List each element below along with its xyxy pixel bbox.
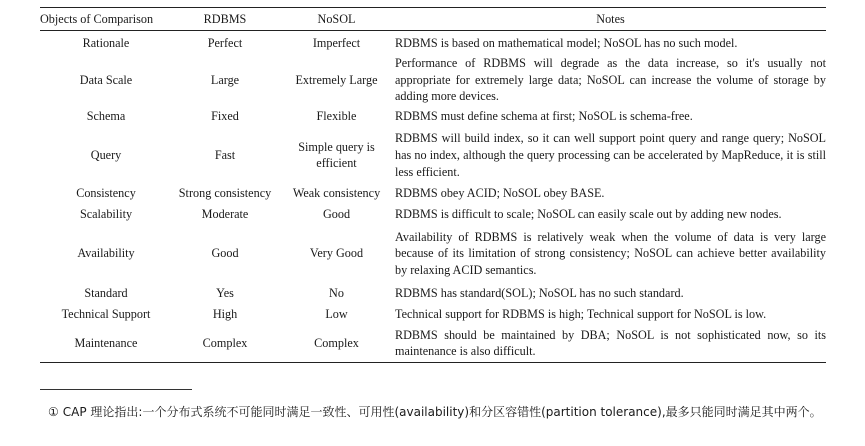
row-nosql-cell: Flexible: [316, 108, 357, 123]
table-row: [40, 128, 826, 183]
row-object-cell: Technical Support: [61, 306, 151, 321]
row-object-cell: Maintenance: [40, 325, 172, 363]
row-object-cell: Data Scale: [79, 72, 133, 87]
table-row: [40, 304, 826, 325]
row-object-cell: Scalability: [79, 206, 133, 221]
row-notes-cell: RDBMS should be maintained by DBA; NoSOL is not sophisticated now, so its maintenance is also difficult.: [395, 325, 826, 363]
row-nosql-cell: Weak consistency: [292, 185, 381, 200]
row-notes-cell: RDBMS is based on mathematical model; NoSOL has no such model.: [395, 35, 738, 50]
table-row: [40, 204, 826, 225]
row-nosql-cell: Good: [322, 206, 351, 221]
table-row: [40, 105, 826, 128]
row-notes-cell: RDBMS is difficult to scale; NoSOL can easily scale out by adding new nodes.: [395, 206, 782, 221]
header-objects: Objects of Comparison: [40, 8, 172, 31]
row-object-cell: Standard: [84, 285, 128, 300]
header-notes: Notes: [395, 8, 826, 31]
footnote-text: CAP 理论指出:一个分布式系统不可能同时满足一致性、可用性(availability)和分区容错性(partition tolerance),最多只能同时满足其中两个。: [62, 405, 822, 419]
row-rdbms-cell: Yes: [216, 285, 234, 300]
footnote-divider: [40, 389, 192, 390]
table-row: [40, 283, 826, 304]
row-notes-cell: Performance of RDBMS will degrade as the data increase, so it's usually not appropriate for extremely large data; NoSOL can increase the volume of storage by adding more devices.: [395, 56, 826, 104]
row-nosql-cell: Complex: [278, 325, 395, 363]
row-nosql-cell: Extremely Large: [295, 72, 378, 87]
table-row: [40, 183, 826, 204]
row-nosql-cell: Simple query is efficient: [298, 139, 375, 171]
table-row: [40, 225, 826, 283]
row-nosql-cell: Very Good: [309, 246, 364, 261]
row-notes-cell: RDBMS must define schema at first; NoSOL is schema-free.: [395, 108, 693, 123]
row-notes-cell: RDBMS has standard(SOL); NoSOL has no such standard.: [395, 285, 684, 300]
row-notes-cell: RDBMS will build index, so it can well support point query and range query; NoSOL has no index, although the query processing can be accelerated by MapReduce, it is still less efficient.: [395, 131, 826, 179]
row-rdbms-cell: Perfect: [207, 35, 243, 50]
header-rdbms: RDBMS: [172, 8, 278, 31]
footnote: [48, 403, 834, 422]
row-object-cell: Query: [90, 147, 122, 162]
row-nosql-cell: Low: [325, 306, 348, 321]
row-rdbms-cell: Moderate: [201, 206, 249, 221]
row-object-cell: Availability: [77, 246, 135, 261]
header-nosql: NoSOL: [278, 8, 395, 31]
row-rdbms-cell: High: [212, 306, 238, 321]
table-body: [40, 31, 826, 363]
row-object-cell: Consistency: [76, 185, 136, 200]
row-nosql-cell: No: [329, 285, 344, 300]
row-rdbms-cell: Large: [210, 72, 240, 87]
row-rdbms-cell: Good: [211, 246, 239, 261]
table-header-row: [40, 8, 826, 31]
table-row: [40, 325, 826, 363]
row-rdbms-cell: Complex: [172, 325, 278, 363]
row-object-cell: Schema: [86, 108, 126, 123]
row-notes-cell: Technical support for RDBMS is high; Technical support for NoSOL is low.: [395, 306, 767, 321]
row-rdbms-cell: Fast: [214, 147, 236, 162]
table-row: [40, 55, 826, 105]
row-notes-cell: Availability of RDBMS is relatively weak when the volume of data is very large because of its limitation of strong consistency; NoSOL can achieve better availability by relaxing ACID semantics.: [395, 229, 826, 278]
comparison-table: [40, 7, 826, 363]
row-rdbms-cell: Strong consistency: [178, 185, 272, 200]
row-notes-cell: RDBMS obey ACID; NoSOL obey BASE.: [395, 185, 605, 200]
row-rdbms-cell: Fixed: [211, 108, 239, 123]
footnote-marker: ①: [48, 405, 59, 419]
row-object-cell: Rationale: [82, 35, 130, 50]
table-row: [40, 31, 826, 56]
row-nosql-cell: Imperfect: [312, 35, 361, 50]
